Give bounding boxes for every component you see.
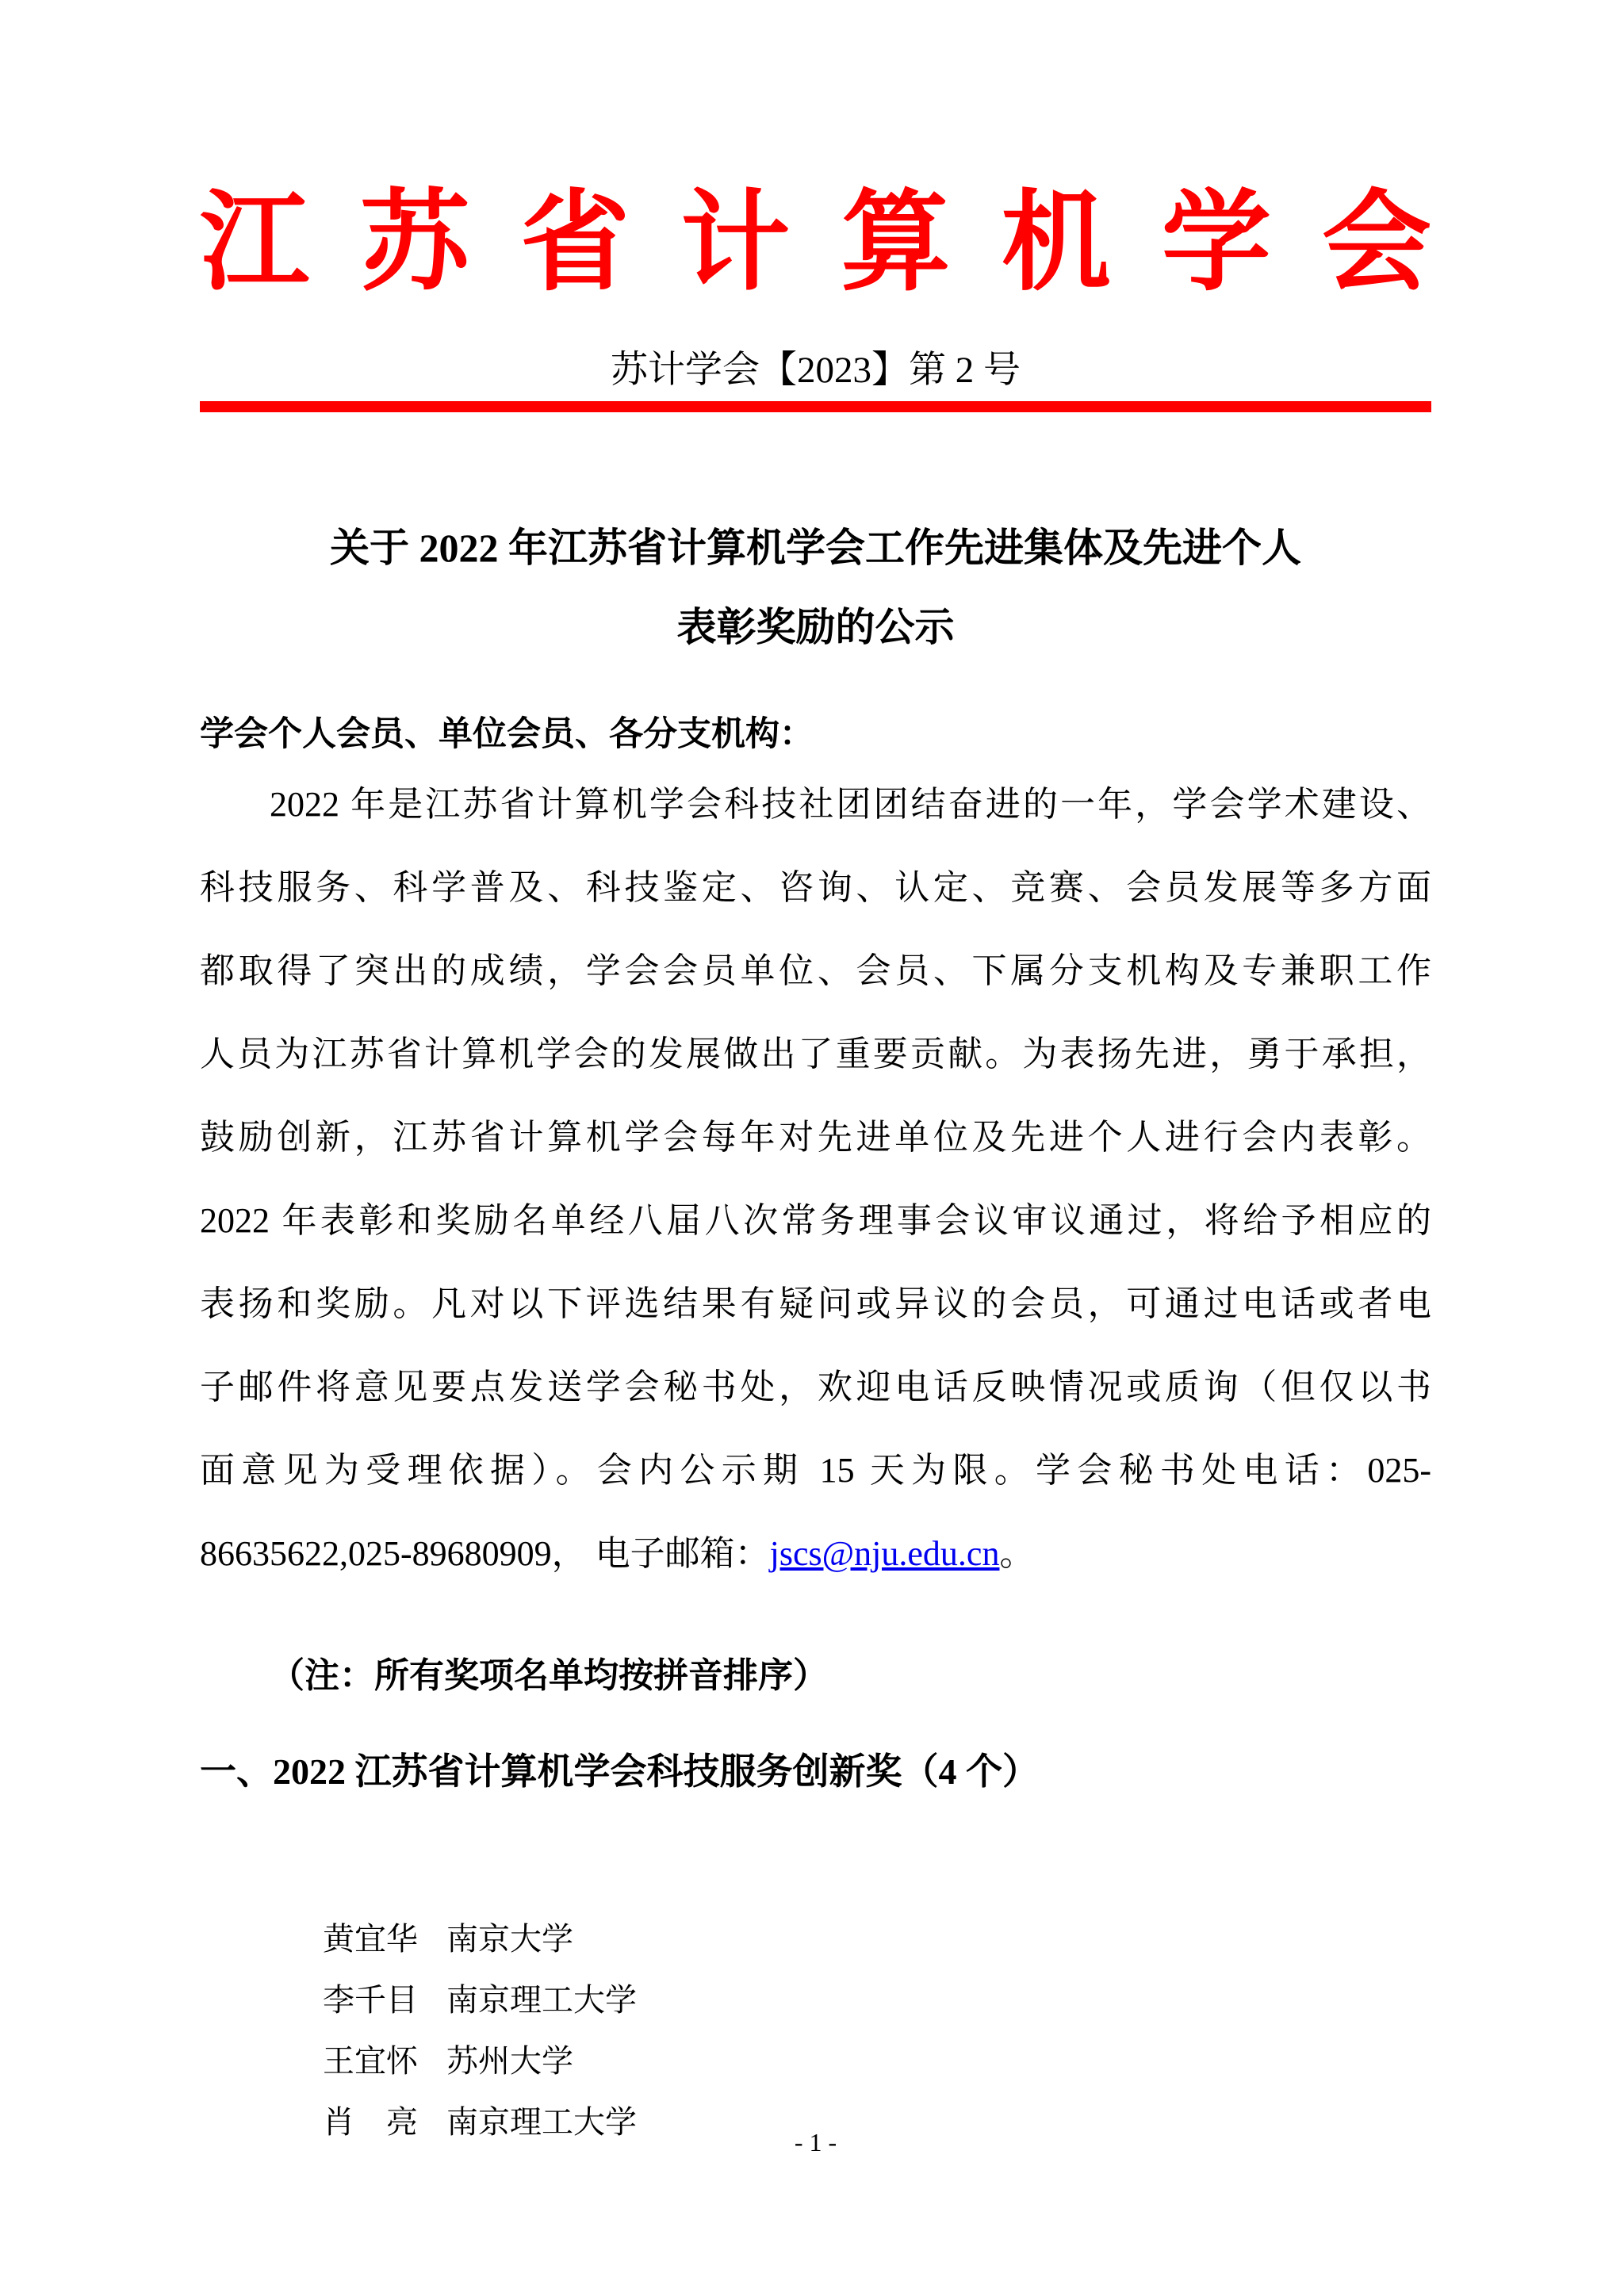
notice-title-line2: 表彰奖励的公示 bbox=[676, 605, 955, 649]
winner-name: 李千目 bbox=[323, 1982, 418, 2018]
winner-row bbox=[275, 1847, 1385, 1957]
body-line: 2022 年是江苏省计算机学会科技社团团结奋进的一年，学会学术建设、 bbox=[270, 785, 1431, 824]
body-line: 人员为江苏省计算机学会的发展做出了重要贡献。为表扬先进，勇于承担， bbox=[200, 1035, 1431, 1073]
doc-number: 苏计学会【2023】第 2 号 bbox=[611, 350, 1021, 391]
body-line: 科技服务、科学普及、科技鉴定、咨询、认定、竞赛、会员发展等多方面 bbox=[200, 868, 1431, 907]
winner-name: 肖 亮 bbox=[323, 2104, 418, 2140]
org-title: 江 苏 省 计 算 机 学 会 bbox=[200, 182, 1431, 304]
winner-affiliation: 南京大学 bbox=[446, 1921, 573, 1957]
body-line-suffix: 。 bbox=[999, 1534, 1035, 1573]
header-divider bbox=[200, 401, 1431, 412]
winner-name: 黄宜华 bbox=[323, 1921, 418, 1957]
winner-name: 王宜怀 bbox=[323, 2043, 418, 2079]
body-line-prefix: 86635622,025-89680909， 电子邮箱： bbox=[200, 1534, 770, 1573]
award-section-heading: 一、2022 江苏省计算机学会科技服务创新奖（4 个） bbox=[200, 1751, 1039, 1792]
winner-affiliation: 苏州大学 bbox=[446, 2043, 573, 2079]
body-line: 2022 年表彰和奖励名单经八届八次常务理事会议审议通过，将给予相应的 bbox=[200, 1201, 1431, 1240]
notice-title-line1: 关于 2022 年江苏省计算机学会工作先进集体及先进个人 bbox=[330, 526, 1301, 570]
page-number: - 1 - bbox=[794, 2128, 837, 2156]
salutation: 学会个人会员、单位会员、各分支机构： bbox=[200, 716, 814, 753]
body-line: 面意见为受理依据）。会内公示期 15 天为限。学会秘书处电话：025- bbox=[200, 1451, 1431, 1490]
body-line: 鼓励创新，江苏省计算机学会每年对先进单位及先进个人进行会内表彰。 bbox=[200, 1118, 1431, 1157]
winner-affiliation: 南京理工大学 bbox=[446, 1982, 637, 2018]
email-link[interactable]: jscs@nju.edu.cn bbox=[769, 1534, 1000, 1573]
winner-affiliation: 南京理工大学 bbox=[446, 2104, 637, 2140]
body-line: 表扬和奖励。凡对以下评选结果有疑问或异议的会员，可通过电话或者电 bbox=[200, 1284, 1431, 1323]
sort-note: （注：所有奖项名单均按拼音排序） bbox=[270, 1656, 828, 1695]
notice-body bbox=[200, 763, 1431, 1595]
body-line: 子邮件将意见要点发送学会秘书处，欢迎电话反映情况或质询（但仅以书 bbox=[200, 1368, 1431, 1406]
body-line-last bbox=[200, 1512, 1431, 1595]
winner-list bbox=[275, 1847, 1385, 2140]
body-line: 都取得了突出的成绩，学会会员单位、会员、下属分支机构及专兼职工作 bbox=[200, 951, 1431, 990]
